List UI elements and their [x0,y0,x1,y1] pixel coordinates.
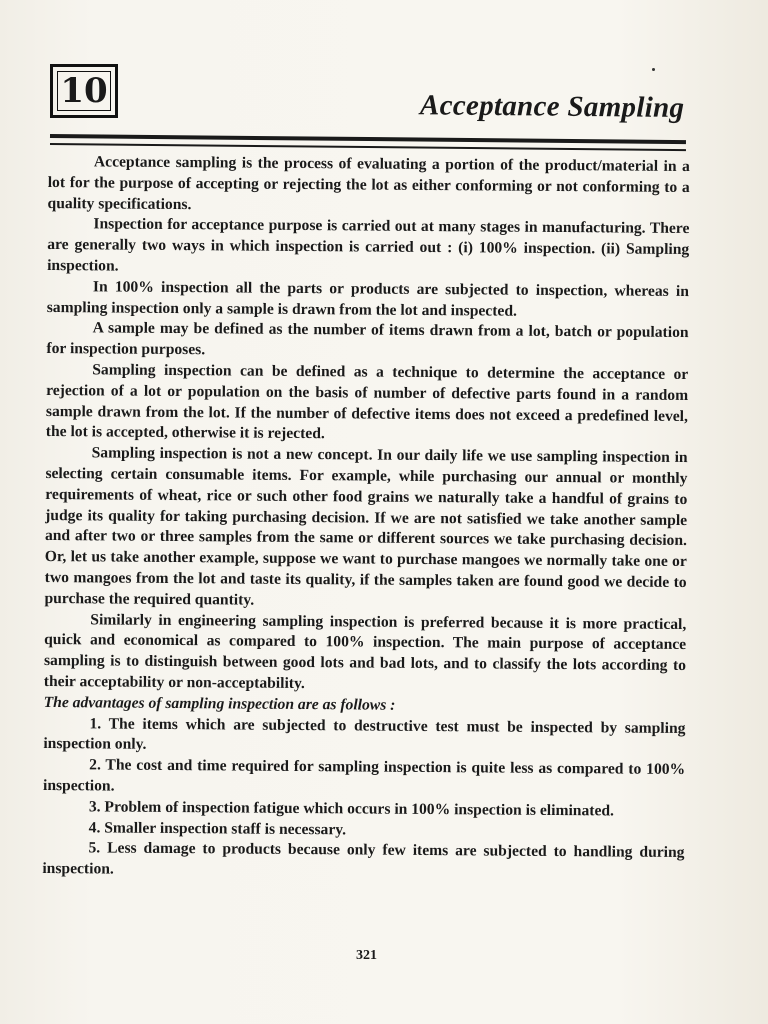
paragraph-3: In 100% inspection all the parts or products are subjected to inspection, whereas in sampling inspection only a sample is drawn from the lot and inspected. [46,278,689,320]
advantage-item-3: 3. Problem of inspection fatigue which occurs in 100% inspection is eliminated. [88,798,615,820]
chapter-number: 10 [60,71,108,111]
advantage-item-4: 4. Smaller inspection staff is necessary. [88,818,347,838]
header-rule-thin [50,143,686,151]
page-number: 321 [356,948,377,963]
advantage-item-1: 1. The items which are subjected to destructive test must be inspected by sampling inspection only. [43,714,686,754]
chapter-title: Acceptance Sampling [419,89,685,124]
paragraph-6: Sampling inspection is not a new concept. In our daily life we use sampling inspection in selecting certain consumable items. For example, while purchasing our annual or monthly requirements of wheat, rice or such other food grains we naturally take a handful of grains to judge its quality for taking purchasing decision. If we are not satisfied we take another sample and after two or three samples from the same or different sources we take purchasing decision. Or, let us take another example, suppose we want to purchase mangoes we normally take one or two mangoes from the lot and taste its quality, if the samples taken are found good we decide to purchase the required quantity. [44,444,688,609]
advantage-item-2: 2. The cost and time required for sampling inspection is quite less as compared to 100% inspection. [42,756,686,795]
print-speck [652,68,655,71]
paragraph-5: Sampling inspection can be defined as a technique to determine the acceptance or rejection of a lot or population on the basis of number of defective parts found in a random sample drawn from the lot. If the number of defective items does not exceed a predefined level, the lot is accepted, otherwise it is rejected. [45,361,689,443]
chapter-number-box [50,64,118,118]
paragraph-7: Similarly in engineering sampling inspection is preferred because it is more practical, quick and economical as compared to 100% inspection. The main purpose of acceptance sampling is to distinguish between good lots and bad lots, and to classify the lots according to their acceptability or non-acceptability. [43,610,687,692]
advantage-item-5: 5. Less damage to products because only few items are subjected to handling during inspection. [42,839,685,878]
body-text [42,152,690,885]
advantages-heading: The advantages of sampling inspection are as follows : [43,693,396,714]
paragraph-1: Acceptance sampling is the process of evaluating a portion of the product/material in a lot for the purpose of accepting or rejecting the lot as either conforming or not conforming to a quality specifications. [47,153,690,213]
header-rule-thick [50,134,686,144]
paragraph-4: A sample may be defined as the number of items drawn from a lot, batch or population for inspection purposes. [46,319,689,359]
paragraph-2: Inspection for acceptance purpose is carried out at many stages in manufacturing. There are generally two ways in which inspection is carried out : (i) 100% inspection. (ii) Sampling inspection. [47,215,690,275]
